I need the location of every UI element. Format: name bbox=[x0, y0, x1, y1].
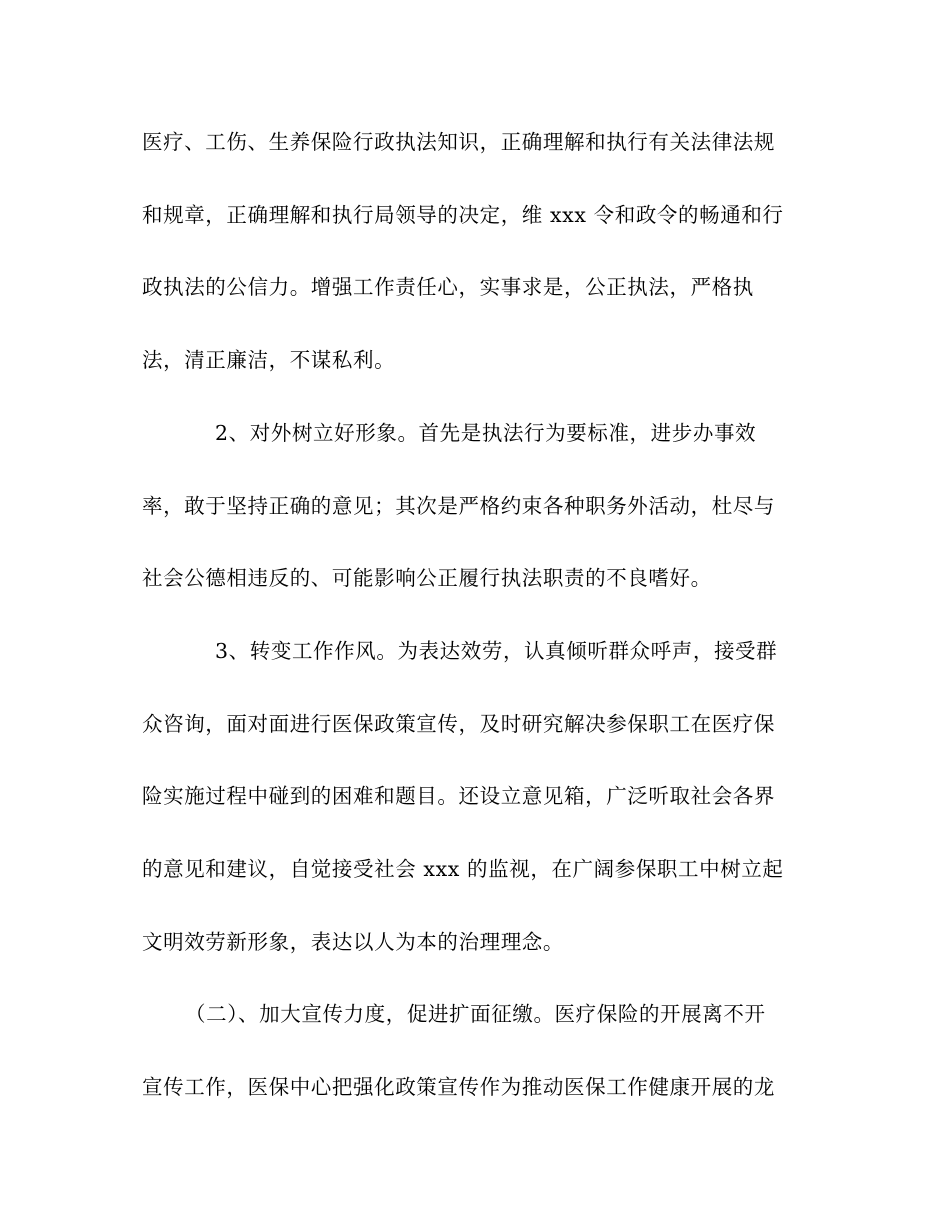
text-line: 社会公德相违反的、可能影响公正履行执法职责的不良嗜好。 bbox=[142, 566, 712, 590]
text-line: 医疗、工伤、生养保险行政执法知识，正确理解和执行有关法律法规 bbox=[142, 130, 775, 154]
paragraph-start-line: 3、转变工作作风。为表达效劳，认真倾听群众呼声，接受群 bbox=[215, 639, 778, 663]
text-line: 宣传工作，医保中心把强化政策宣传作为推动医保工作健康开展的龙 bbox=[142, 1075, 775, 1099]
text-line: 的意见和建议，自觉接受社会 xxx 的监视，在广阔参保职工中树立起 bbox=[142, 857, 784, 881]
section-heading-line: （二）、加大宣传力度，促进扩面征缴。医疗保险的开展离不开 bbox=[185, 1002, 766, 1026]
text-line: 和规章，正确理解和执行局领导的决定，维 xxx 令和政令的畅通和行 bbox=[142, 203, 784, 227]
text-line: 率，敢于坚持正确的意见；其次是严格约束各种职务外活动，杜尽与 bbox=[142, 494, 775, 518]
text-line: 险实施过程中碰到的困难和题目。还设立意见箱，广泛听取社会各界 bbox=[142, 784, 775, 808]
text-line: 法，清正廉洁，不谋私利。 bbox=[142, 348, 396, 372]
paragraph-start-line: 2、对外树立好形象。首先是执法行为要标准，进步办事效 bbox=[215, 421, 757, 445]
text-line: 政执法的公信力。增强工作责任心，实事求是，公正执法，严格执 bbox=[142, 275, 754, 299]
text-line: 众咨询，面对面进行医保政策宣传，及时研究解决参保职工在医疗保 bbox=[142, 712, 775, 736]
text-line: 文明效劳新形象，表达以人为本的治理理念。 bbox=[142, 930, 564, 954]
